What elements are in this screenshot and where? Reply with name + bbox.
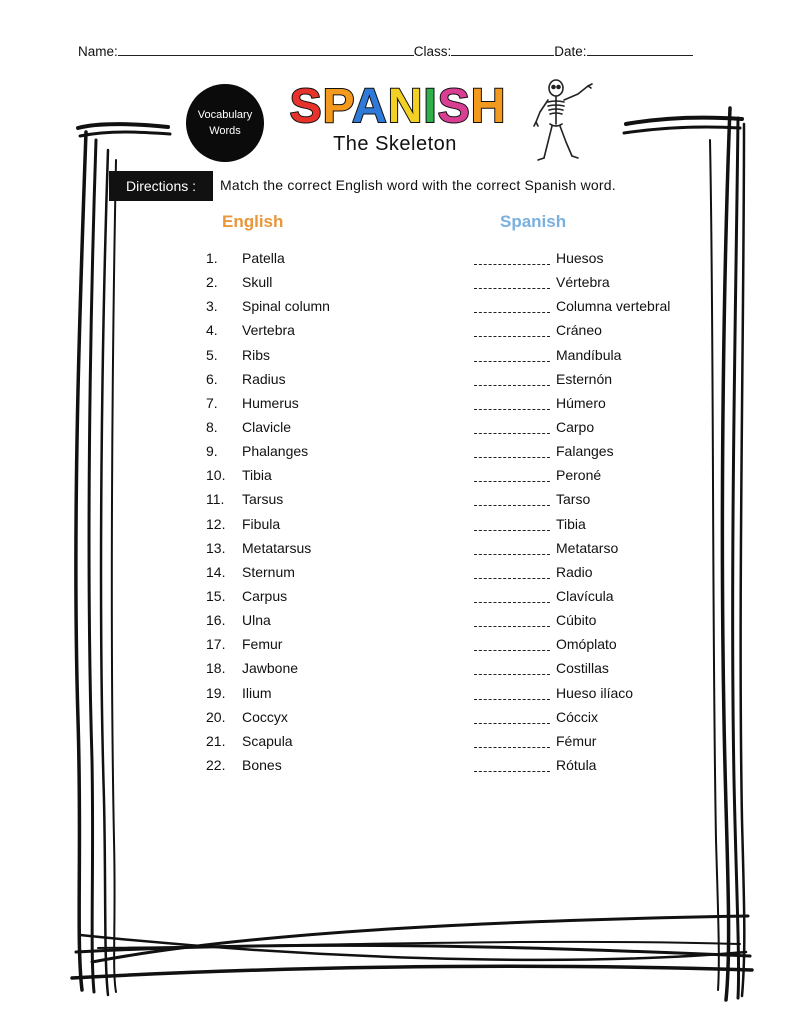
list-item [0, 538, 791, 562]
item-number: 7. [206, 394, 218, 411]
item-number: 1. [206, 250, 218, 266]
answer-blank[interactable] [474, 578, 550, 579]
title-letter: H [470, 80, 507, 132]
answer-blank[interactable] [474, 481, 550, 482]
english-word: Vertebra [242, 322, 295, 339]
spanish-word: Vértebra [556, 274, 610, 291]
english-word: Radius [242, 370, 286, 387]
spanish-word: Columna vertebral [556, 298, 671, 315]
list-item [0, 731, 791, 755]
answer-blank[interactable] [474, 336, 550, 337]
answer-blank[interactable] [474, 723, 550, 724]
english-word: Patella [242, 250, 285, 266]
list-item [0, 272, 791, 296]
english-word: Femur [242, 636, 283, 653]
answer-blank[interactable] [474, 361, 550, 362]
answer-blank[interactable] [474, 433, 550, 434]
english-word: Humerus [242, 394, 299, 411]
skeleton-icon [526, 78, 596, 164]
spanish-word: Carpo [556, 418, 595, 435]
student-info-line [78, 44, 718, 64]
english-word: Sternum [242, 563, 295, 580]
spanish-word: Tarso [556, 491, 591, 508]
spanish-word: Peroné [556, 467, 602, 484]
answer-blank[interactable] [474, 699, 550, 700]
answer-blank[interactable] [474, 312, 550, 313]
list-item [0, 562, 791, 586]
list-item [0, 658, 791, 682]
spanish-word: Mandíbula [556, 346, 622, 363]
english-column-heading: English [222, 212, 284, 231]
answer-blank[interactable] [474, 554, 550, 555]
list-item [0, 610, 791, 634]
spanish-word: Metatarso [556, 539, 619, 556]
item-number: 19. [206, 684, 226, 701]
spanish-word: Costillas [556, 660, 609, 677]
list-item [0, 634, 791, 658]
answer-blank[interactable] [474, 457, 550, 458]
item-number: 17. [206, 636, 226, 653]
english-word: Metatarsus [242, 539, 312, 556]
list-item [0, 320, 791, 344]
answer-blank[interactable] [474, 602, 550, 603]
answer-blank[interactable] [474, 530, 550, 531]
directions-text: Match the correct English word with the correct Spanish word. [220, 177, 616, 193]
answer-blank[interactable] [474, 674, 550, 675]
vocabulary-words-badge [186, 84, 264, 162]
directions-label: Directions : [109, 171, 213, 201]
class-blank[interactable] [451, 44, 554, 56]
list-item [0, 417, 791, 441]
title-letter: S [289, 80, 323, 132]
item-number: 16. [206, 612, 226, 629]
title-text [290, 80, 507, 132]
english-word: Clavicle [242, 418, 292, 435]
answer-blank[interactable] [474, 505, 550, 506]
item-number: 22. [206, 756, 226, 773]
spanish-word: Tibia [556, 515, 586, 532]
spanish-word: Clavícula [556, 587, 614, 604]
spanish-word: Húmero [556, 394, 606, 411]
title-letter: N [387, 80, 424, 132]
english-word: Ribs [242, 346, 271, 363]
item-number: 21. [206, 732, 226, 749]
name-label: Name: [78, 44, 118, 59]
spanish-word: Falanges [556, 443, 614, 460]
english-word: Coccyx [242, 708, 288, 725]
spanish-word: Cúbito [556, 612, 597, 629]
spanish-title [278, 78, 518, 132]
list-item [0, 345, 791, 369]
list-item [0, 369, 791, 393]
answer-blank[interactable] [474, 650, 550, 651]
item-number: 9. [206, 443, 218, 460]
english-word: Fibula [242, 515, 281, 532]
item-number: 6. [206, 370, 218, 387]
spanish-word: Fémur [556, 732, 597, 749]
list-item [0, 707, 791, 731]
answer-blank[interactable] [474, 409, 550, 410]
english-word: Phalanges [242, 443, 309, 460]
list-item [0, 755, 791, 779]
spanish-word: Cóccix [556, 708, 599, 725]
english-word: Scapula [242, 732, 293, 749]
answer-blank[interactable] [474, 385, 550, 386]
date-label: Date: [554, 44, 587, 59]
answer-blank[interactable] [474, 771, 550, 772]
item-number: 13. [206, 539, 226, 556]
english-word: Tarsus [242, 491, 284, 508]
spanish-word: Omóplato [556, 636, 617, 653]
list-item [0, 586, 791, 610]
list-item [0, 489, 791, 513]
item-number: 10. [206, 467, 226, 484]
title-letter: I [423, 80, 438, 132]
name-blank[interactable] [118, 44, 414, 56]
date-blank[interactable] [587, 44, 693, 56]
badge-line-1: Vocabulary [197, 109, 253, 121]
english-word: Ulna [242, 612, 271, 629]
spanish-word: Cráneo [556, 322, 602, 339]
english-word: Bones [242, 756, 282, 773]
spanish-word: Huesos [556, 250, 604, 266]
answer-blank[interactable] [474, 626, 550, 627]
item-number: 15. [206, 587, 226, 604]
title-letter: P [322, 80, 353, 132]
list-item [0, 393, 791, 417]
item-number: 3. [206, 298, 218, 315]
answer-blank[interactable] [474, 288, 550, 289]
item-number: 4. [206, 322, 218, 339]
item-number: 11. [206, 491, 225, 508]
spanish-column-heading: Spanish [500, 212, 567, 231]
list-item [0, 248, 791, 272]
spanish-word: Rótula [556, 756, 597, 773]
english-word: Ilium [242, 684, 272, 701]
english-word: Tibia [242, 467, 272, 484]
item-number: 5. [206, 346, 218, 363]
badge-line-2: Words [209, 125, 241, 137]
vocabulary-list [0, 248, 791, 779]
item-number: 2. [206, 274, 218, 291]
item-number: 14. [206, 563, 226, 580]
spanish-word: Esternón [556, 370, 613, 387]
class-label: Class: [413, 44, 452, 59]
list-item [0, 683, 791, 707]
title-letter: A [352, 80, 388, 132]
english-word: Spinal column [242, 298, 330, 315]
spanish-word: Radio [556, 563, 593, 580]
item-number: 8. [206, 418, 218, 435]
item-number: 12. [206, 515, 226, 532]
item-number: 18. [206, 660, 226, 677]
answer-blank[interactable] [474, 264, 550, 265]
english-word: Carpus [242, 587, 288, 604]
title-letter: S [437, 80, 471, 132]
page-subtitle: The Skeleton [333, 133, 457, 155]
list-item [0, 514, 791, 538]
english-word: Jawbone [242, 660, 299, 677]
item-number: 20. [206, 708, 226, 725]
list-item [0, 465, 791, 489]
english-word: Skull [242, 274, 273, 291]
list-item [0, 296, 791, 320]
spanish-word: Hueso ilíaco [556, 684, 634, 701]
list-item [0, 441, 791, 465]
answer-blank[interactable] [474, 747, 550, 748]
